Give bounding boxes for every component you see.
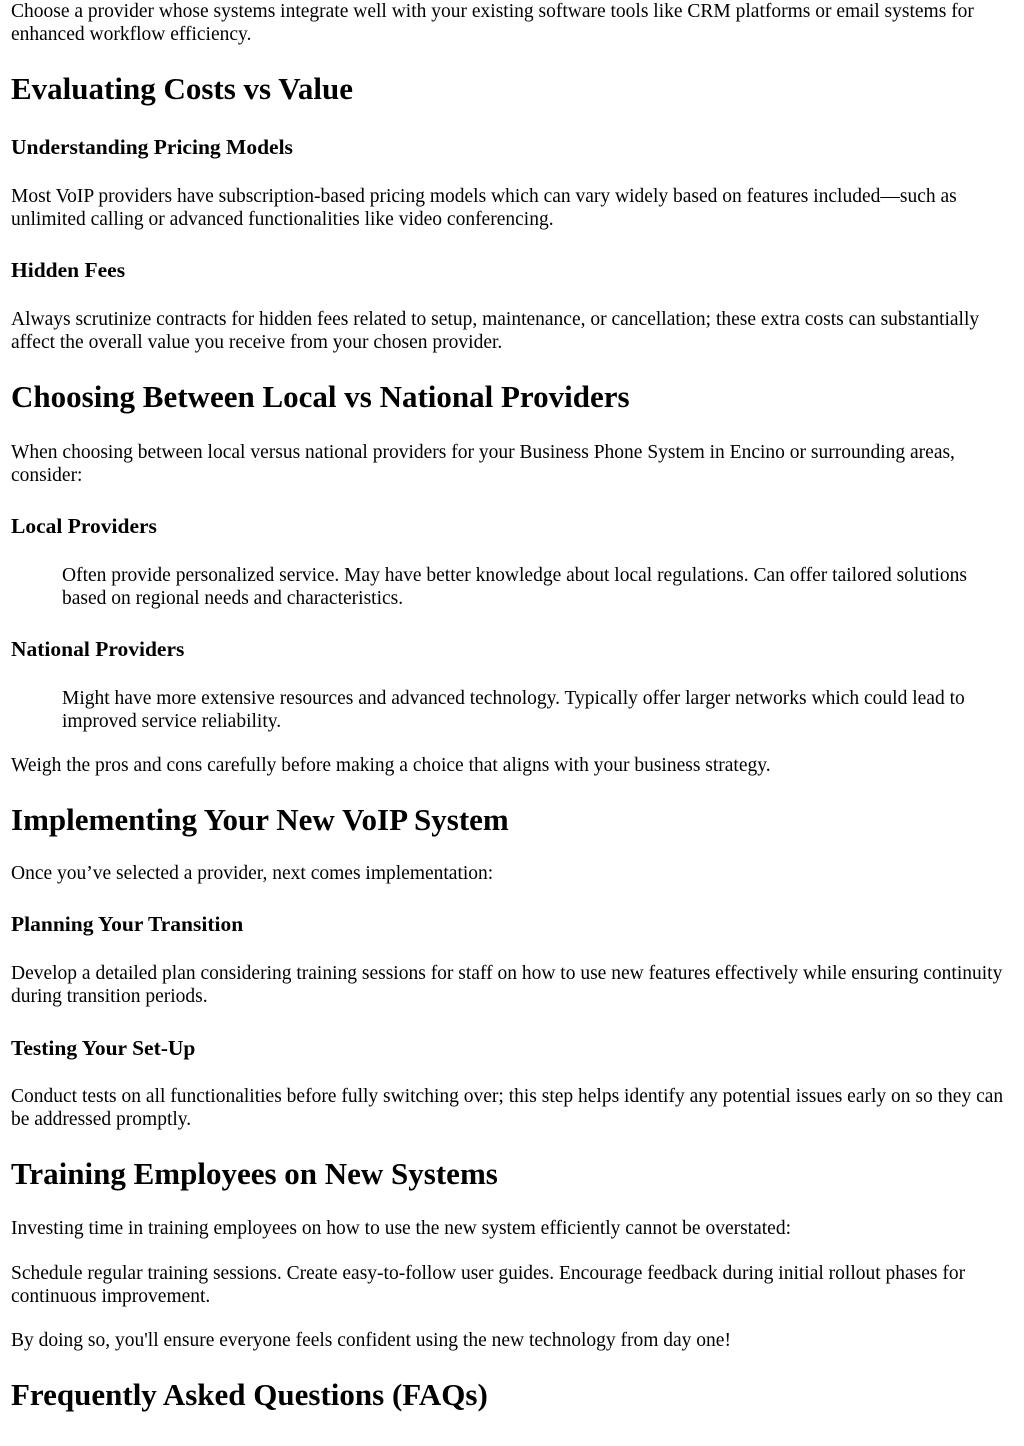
- testing-setup-paragraph: Conduct tests on all functionalities before fully switching over; this step helps identify any potential issues early on so they can be addressed promptly.: [11, 1086, 1004, 1130]
- implementing-heading: Implementing Your New VoIP System: [11, 802, 509, 837]
- costs-heading: Evaluating Costs vs Value: [11, 71, 353, 106]
- providers-intro-paragraph: When choosing between local versus national providers for your Business Phone System in Encino or surrounding areas, consider:: [11, 442, 955, 486]
- hidden-fees-paragraph: Always scrutinize contracts for hidden fees related to setup, maintenance, or cancellation; these extra costs can substantially affect the overall value you receive from your chosen provider.: [11, 309, 980, 353]
- planning-transition-paragraph: Develop a detailed plan considering training sessions for staff on how to use new features effectively while ensuring continuity during transition periods.: [11, 963, 1003, 1007]
- pricing-models-heading: Understanding Pricing Models: [11, 135, 293, 159]
- training-intro-paragraph: Investing time in training employees on how to use the new system efficiently cannot be overstated:: [11, 1218, 791, 1239]
- training-heading: Training Employees on New Systems: [11, 1156, 498, 1191]
- providers-outro-paragraph: Weigh the pros and cons carefully before making a choice that aligns with your business strategy.: [11, 755, 771, 776]
- national-providers-quote: Might have more extensive resources and advanced technology. Typically offer larger networks which could lead to improved service reliability.: [62, 688, 965, 732]
- hidden-fees-heading: Hidden Fees: [11, 258, 126, 282]
- testing-setup-heading: Testing Your Set-Up: [11, 1036, 196, 1060]
- intro-paragraph: Choose a provider whose systems integrate well with your existing software tools like CRM platforms or email systems for enhanced workflow efficiency.: [11, 1, 974, 45]
- faqs-heading: Frequently Asked Questions (FAQs): [11, 1377, 488, 1412]
- providers-heading: Choosing Between Local vs National Providers: [11, 379, 630, 414]
- national-providers-heading: National Providers: [11, 637, 185, 661]
- training-outro-paragraph: By doing so, you'll ensure everyone feels confident using the new technology from day one!: [11, 1330, 731, 1351]
- planning-transition-heading: Planning Your Transition: [11, 912, 244, 936]
- training-steps-paragraph: Schedule regular training sessions. Create easy-to-follow user guides. Encourage feedback during initial rollout phases for continuous improvement.: [11, 1263, 966, 1307]
- local-providers-heading: Local Providers: [11, 514, 157, 538]
- local-providers-quote: Often provide personalized service. May have better knowledge about local regulations. Can offer tailored solutions based on regional needs and characteristics.: [62, 565, 968, 609]
- pricing-models-paragraph: Most VoIP providers have subscription-based pricing models which can vary widely based on features included—such as unlimited calling or advanced functionalities like video conferencing.: [11, 186, 957, 230]
- implementing-intro-paragraph: Once you’ve selected a provider, next comes implementation:: [11, 863, 494, 884]
